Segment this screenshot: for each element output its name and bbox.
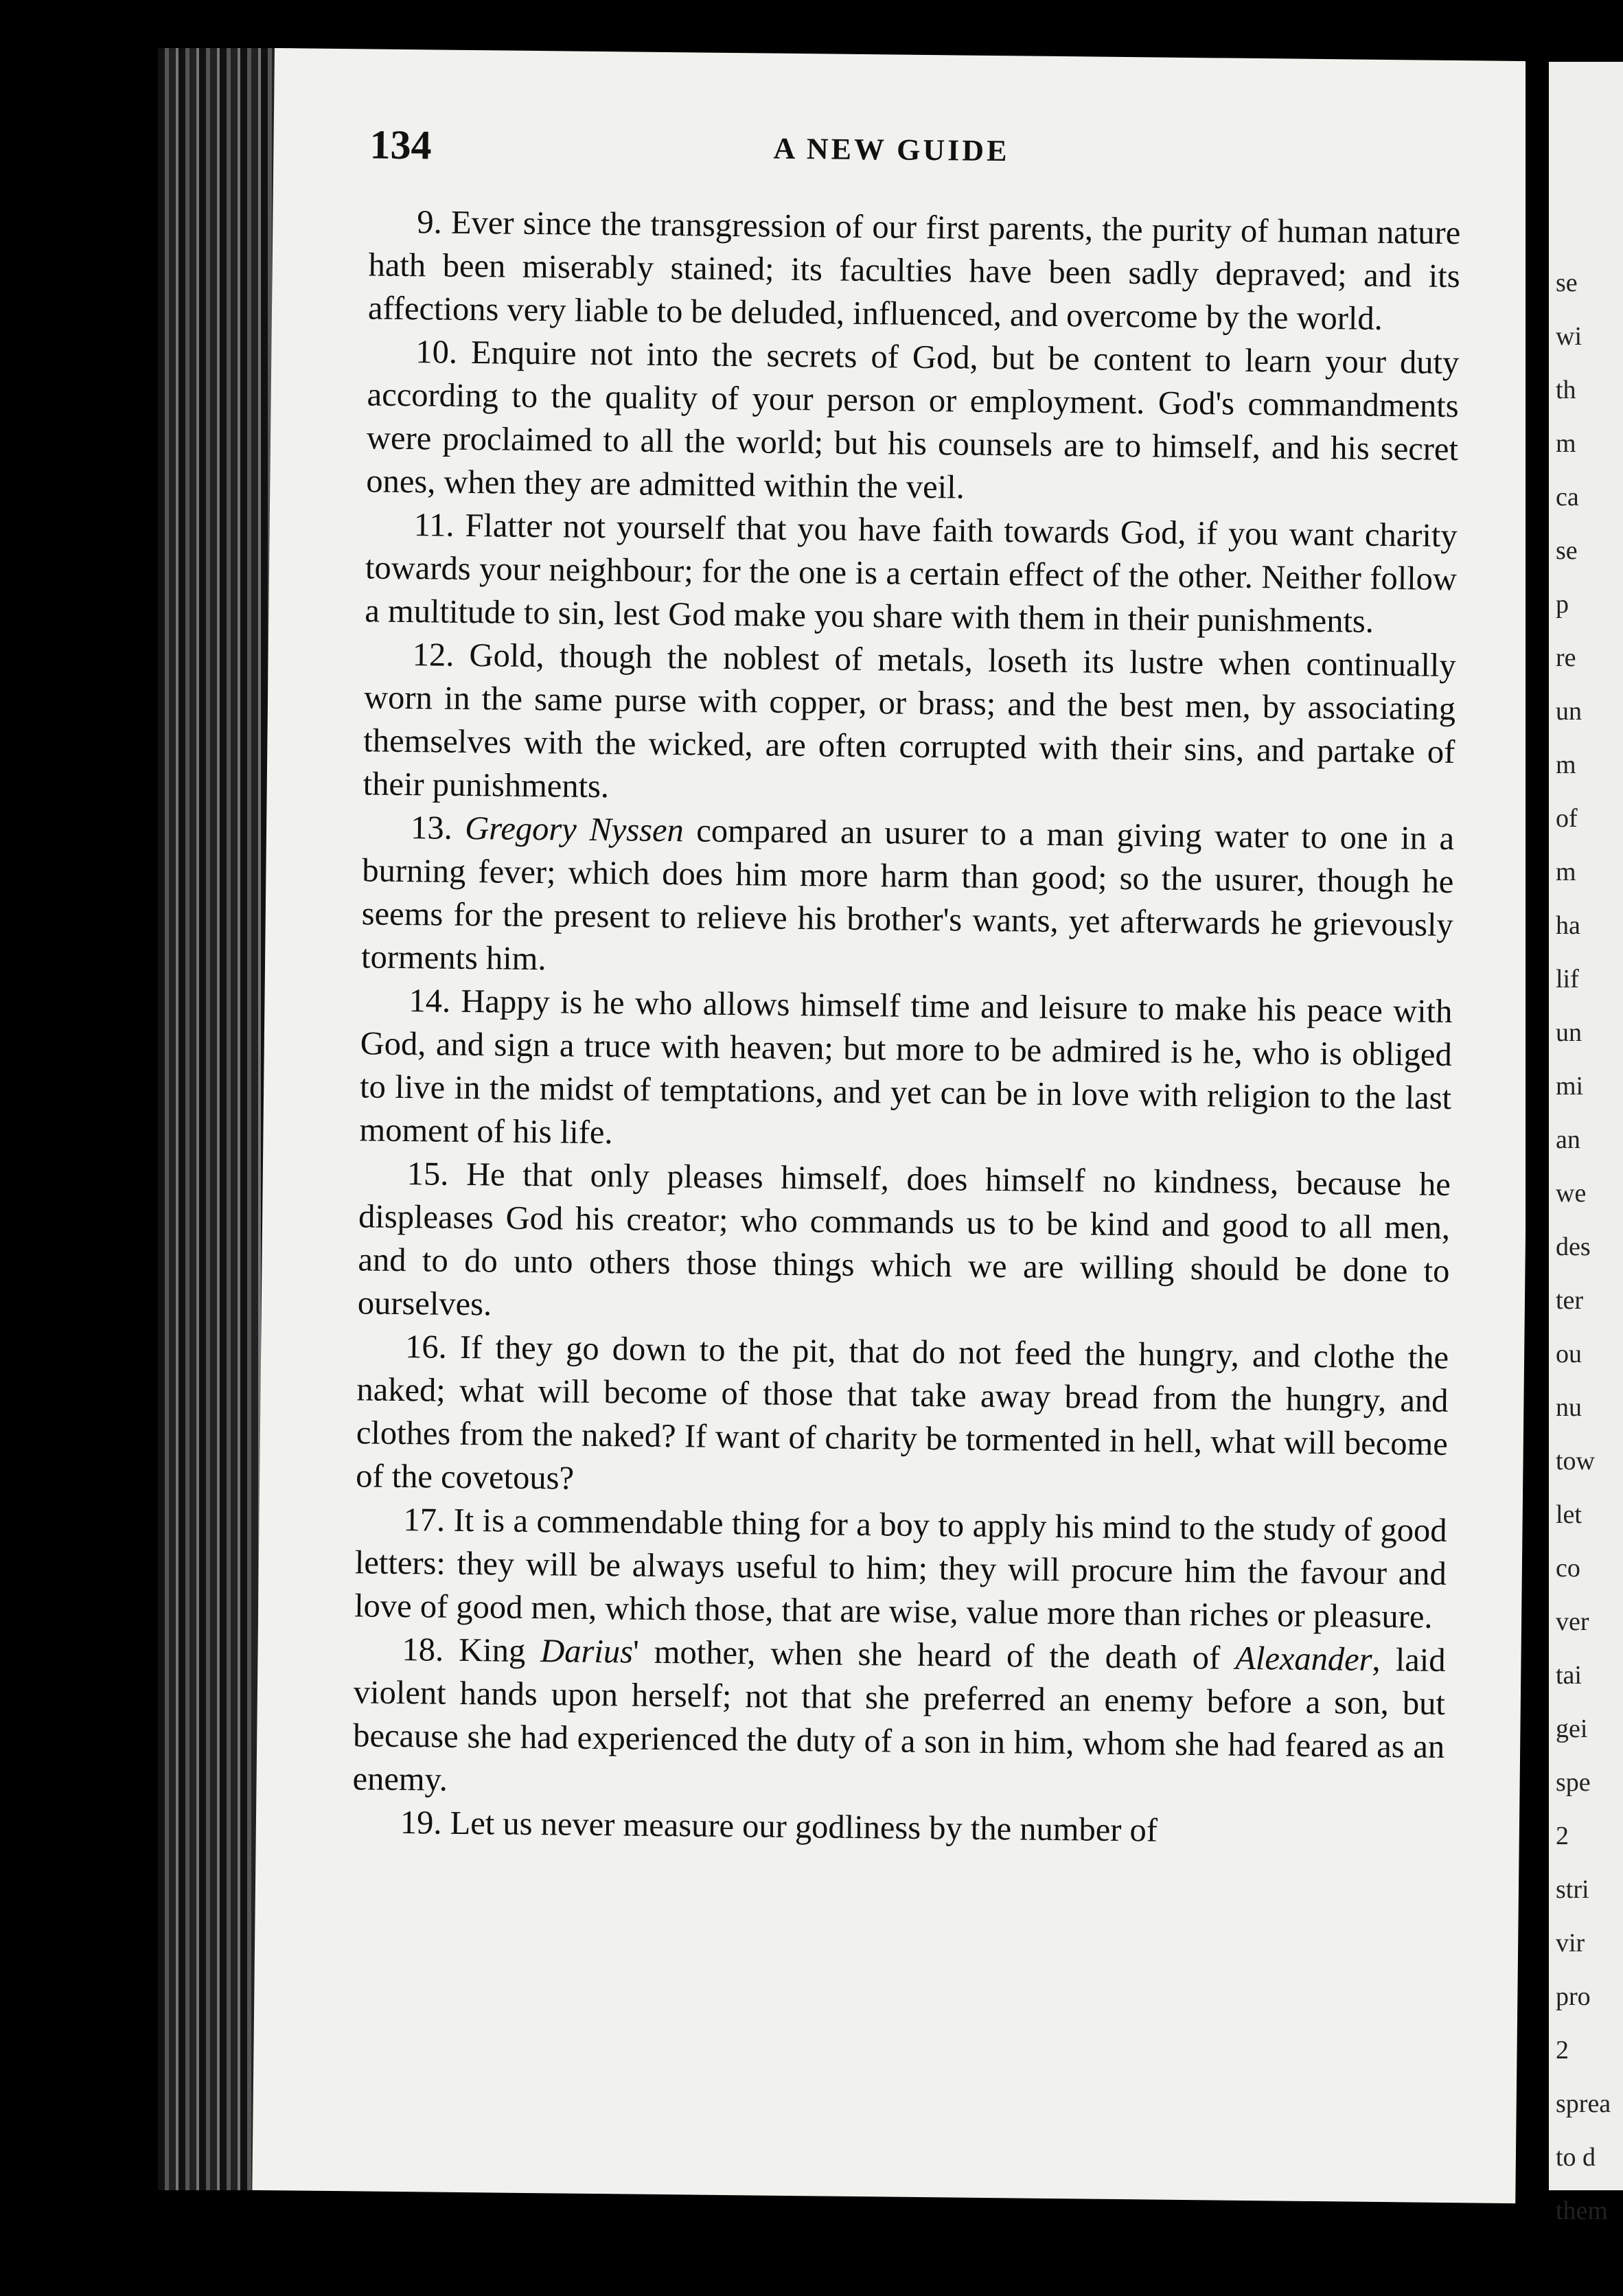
text-run: 17. It is a commendable thing for a boy to apply his mind to the study of good letters: they will be always useful to him; they will procure him the favour and love of good men, which those, that are wise, value more than riches or pleasure. (354, 1502, 1447, 1635)
page-gutter (1526, 48, 1549, 2245)
neighbor-text-fragment: m (1556, 429, 1576, 458)
text-run: compared an usurer to a man giving water to one in a burning fever; which does him more harm than good; so the usurer, though he seems for the present to relieve his brother's wants, yet afterwards he grievously torments him. (360, 812, 1455, 978)
neighbor-text-fragment: lif (1556, 965, 1579, 994)
neighbor-text-fragment: th (1556, 376, 1576, 404)
text-run: 15. He that only pleases himself, does himself no kindness, because he displeases God his creator; who commands us to be kind and good to all men, and to do unto others those things which we are willing should be done to ourselves. (357, 1156, 1451, 1323)
italic-name: Gregory Nyssen (465, 810, 684, 849)
adjacent-page-fragment (1549, 62, 1623, 2225)
neighbor-text-fragment: se (1556, 268, 1578, 297)
text-run: , laid violent hands upon herself; not that she preferred an enemy before a son, but because she had experienced the duty of a son in him, whom she had feared as an enemy. (352, 1641, 1446, 1798)
neighbor-text-fragment: m (1556, 750, 1576, 779)
neighbor-text-fragment: tow (1556, 1447, 1595, 1476)
page-number: 134 (369, 122, 432, 168)
neighbor-text-fragment: co (1556, 1554, 1580, 1583)
neighbor-text-fragment: we (1556, 1179, 1587, 1208)
neighbor-text-fragment: un (1556, 1018, 1582, 1047)
neighbor-text-fragment: let (1556, 1500, 1582, 1529)
paragraph (362, 632, 1456, 817)
neighbor-text-fragment: ver (1556, 1607, 1589, 1636)
paragraph (358, 1151, 1451, 1336)
italic-name: Alexander (1235, 1640, 1372, 1678)
neighbor-text-fragment: des (1556, 1232, 1591, 1261)
neighbor-text-fragment: 2 (1556, 2036, 1569, 2065)
text-run: 18. King (402, 1631, 541, 1670)
neighbor-text-fragment: ha (1556, 911, 1580, 940)
paragraph (356, 1324, 1449, 1509)
neighbor-text-fragment: re (1556, 643, 1576, 672)
neighbor-text-fragment: vir (1556, 1929, 1585, 1958)
body-text (352, 200, 1461, 1855)
text-run: 14. Happy is he who allows himself time and leisure to make his peace with God, and sign a truce with heaven; but more to be admired is he, who is obliged to live in the midst of temptations, and yet can be in love with religion to the last moment of his life. (359, 983, 1453, 1151)
neighbor-text-fragment: tai (1556, 1661, 1582, 1690)
neighbor-text-fragment: ou (1556, 1340, 1582, 1368)
neighbor-text-fragment: mi (1556, 1072, 1584, 1101)
text-run: 9. Ever since the transgression of our first parents, the purity of human nature hath been miserably stained; its faculties have been sadly depraved; and its affections very liable to be deluded, influenced, and overcome by the world. (367, 204, 1461, 337)
neighbor-text-fragment: to d (1556, 2143, 1596, 2172)
running-title: A NEW GUIDE (773, 131, 1010, 168)
neighbor-text-fragment: of (1556, 804, 1578, 833)
italic-name: Darius (540, 1633, 634, 1671)
neighbor-text-fragment: spe (1556, 1768, 1591, 1797)
text-run: 13. (410, 810, 465, 847)
neighbor-text-fragment: wi (1556, 322, 1582, 351)
neighbor-text-fragment: p (1556, 590, 1569, 619)
paragraph (354, 1497, 1447, 1639)
neighbor-text-fragment: stri (1556, 1875, 1589, 1904)
neighbor-text-fragment: un (1556, 697, 1582, 726)
paragraph (352, 1627, 1446, 1812)
paragraph (368, 200, 1461, 341)
neighbor-text-fragment: 2 (1556, 1822, 1569, 1850)
paragraph (366, 330, 1460, 514)
text-run: 19. Let us never measure our godliness by the number of (400, 1804, 1158, 1849)
neighbor-text-fragment: ter (1556, 1286, 1584, 1315)
text-run: 11. Flatter not yourself that you have faith towards God, if you want charity towards your neighbour; for the one is a certain effect of the other. Neither follow a multitude to sin, lest God make you share with them in their punishments. (365, 507, 1458, 640)
text-run: 16. If they go down to the pit, that do not feed the hungry, and clothe the naked; what will become of those that take away bread from the hungry, and clothes from the naked? If want of charity be tormented in hell, what will become of the covetous? (355, 1329, 1449, 1497)
paragraph (365, 503, 1458, 644)
text-run: 12. Gold, though the noblest of metals, loseth its lustre when continually worn in the same purse with copper, or brass; and the best men, by associating themselves with the wicked, are often corrupted with their sins, and partake of their punishments. (362, 636, 1456, 805)
neighbor-text-fragment: them (1556, 2196, 1608, 2225)
neighbor-text-fragment: pro (1556, 1982, 1591, 2011)
paragraph (359, 978, 1453, 1163)
neighbor-text-fragment: nu (1556, 1393, 1582, 1422)
neighbor-text-fragment: ca (1556, 483, 1579, 512)
text-run: 10. Enquire not into the secrets of God, but be content to learn your duty according to the quality of your person or employment. God's commandments were proclaimed to all the world; but his counsels are to himself, and his secret ones, when they are admitted within the veil. (366, 334, 1460, 506)
page-header (369, 121, 1414, 187)
neighbor-text-fragment: se (1556, 536, 1578, 565)
text-run: ' mother, when she heard of the death of (632, 1633, 1236, 1677)
neighbor-text-fragment: sprea (1556, 2089, 1611, 2118)
neighbor-text-fragment: an (1556, 1125, 1580, 1154)
paragraph (361, 805, 1455, 990)
book-page (252, 48, 1538, 2203)
neighbor-text-fragment: gei (1556, 1714, 1588, 1743)
neighbor-text-fragment: m (1556, 858, 1576, 886)
